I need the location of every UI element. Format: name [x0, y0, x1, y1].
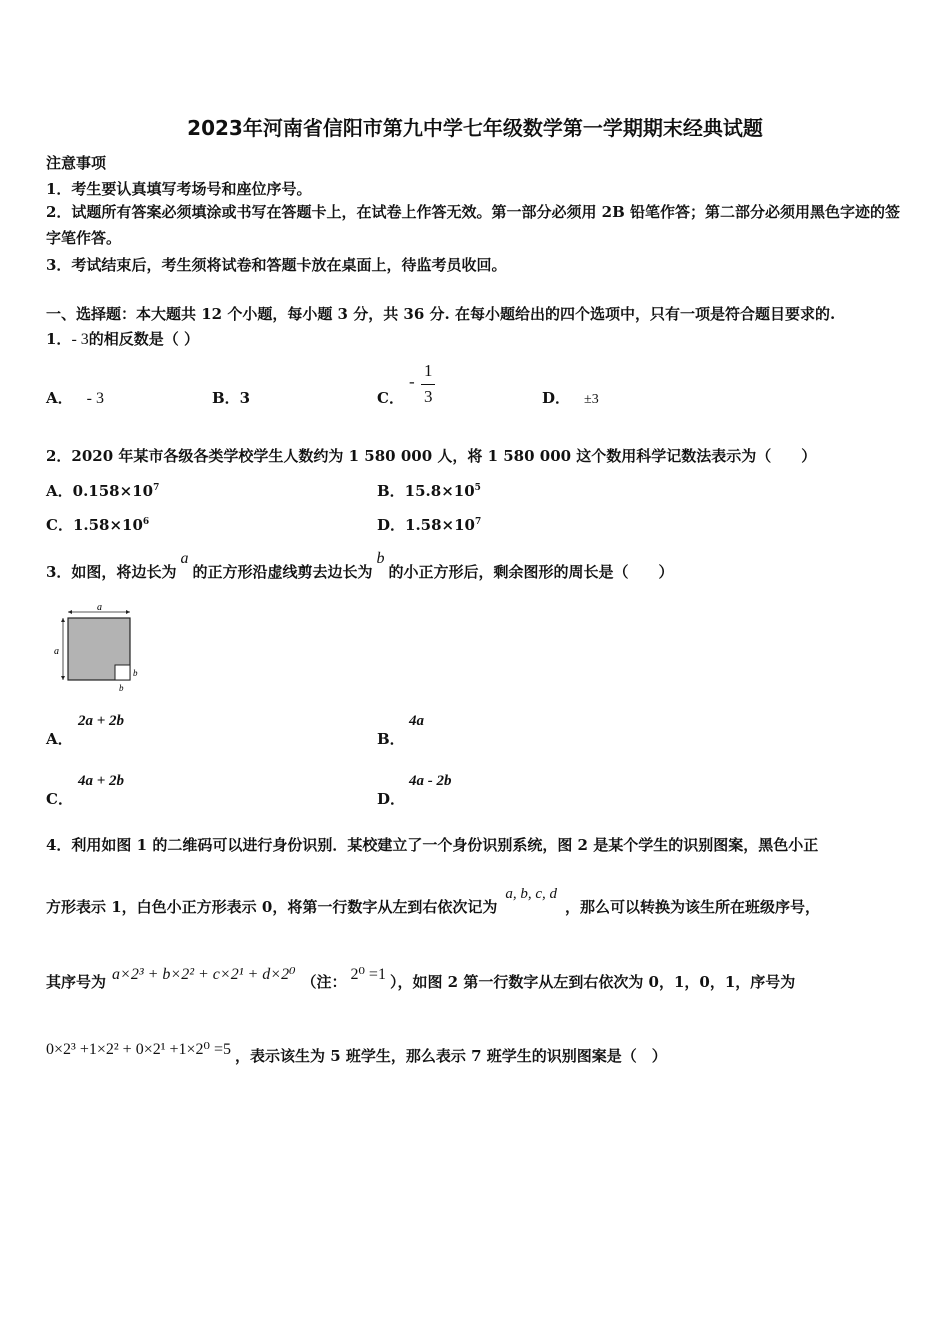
q1-option-c-numerator: 1 [424, 361, 433, 380]
var-a: a [180, 550, 189, 567]
notice-item-1: 1．考生要认真填写考场号和座位序号。 [46, 180, 312, 198]
notice-item-3: 3．考试结束后，考生须将试卷和答题卡放在桌面上，待监考员收回。 [46, 256, 507, 274]
q1-option-d: D． ±3 [542, 389, 599, 407]
question-4-line-4: 0×2³ +1×2² + 0×2¹ +1×2⁰ =5 ，表示该生为 5 班学生，那么表示 7 班学生的识别图案是（ ） [46, 1041, 667, 1065]
q1-option-a: A． - 3 [46, 389, 104, 407]
q2-option-a: A．$0.158\times 10^7$ [46, 482, 160, 500]
q1-number: - 3 [71, 331, 89, 348]
question-2-stem: 2．2020 年某市各级各类学校学生人数约为 1 580 000 人，将 1 580 000 这个数用科学记数法表示为（ ） [46, 447, 817, 465]
q2-option-b: B．$15.8\times 10^5$ [377, 482, 481, 500]
q4-example: 0×2³ +1×2² + 0×2¹ +1×2⁰ =5 [46, 1041, 231, 1058]
q3-option-d-label: D． [377, 790, 406, 808]
question-1-stem [46, 328, 199, 349]
q1-option-c-label: C． [377, 389, 404, 407]
q1-option-b: B．3 [212, 389, 251, 407]
q3-option-c-expr: 4a + 2b [78, 773, 125, 789]
q2-option-d: D．$1.58\times 10^7$ [377, 516, 482, 534]
notice-heading: 注意事项 [46, 154, 107, 172]
q1-text: 的相反数是（ ） [88, 330, 199, 348]
q3-option-c-label: C． [46, 790, 73, 808]
question-3-stem: 3．如图，将边长为a的正方形沿虚线剪去边长为b的小正方形后，剩余图形的周长是（ ） [46, 550, 674, 581]
q3-option-b-expr: 4a [409, 713, 424, 729]
q3-option-a-expr: 2a + 2b [78, 713, 125, 729]
q2-option-c: C．$1.58\times 10^6$ [46, 516, 150, 534]
question-4-line-1: 4．利用如图 1 的二维码可以进行身份识别．某校建立了一个身份识别系统，图 2 是某个学生的识别图案，黑色小正 [46, 836, 819, 854]
notice-item-2: 2．试题所有答案必须填涂或书写在答题卡上，在试卷上作答无效。第一部分必须用 2B 铅笔作答；第二部分必须用黑色字迹的签字笔作答。 [46, 203, 901, 247]
figure-label-a-top: a [97, 602, 102, 613]
square-cut-figure [52, 602, 148, 698]
q3-option-a-label: A． [46, 730, 73, 748]
q4-formula: a×2³ + b×2² + c×2¹ + d×2⁰ [112, 966, 296, 983]
var-b: b [376, 550, 385, 567]
q3-option-b-label: B． [377, 730, 405, 748]
q3-option-d-expr: 4a - 2b [409, 773, 452, 789]
q4-variables: a, b, c, d [505, 886, 557, 902]
fraction-bar [421, 384, 435, 385]
section-heading: 一、选择题：本大题共 12 个小题，每小题 3 分，共 36 分. 在每小题给出的四个选项中，只有一项是符合题目要求的. [46, 305, 836, 323]
q1-prefix: 1． [46, 330, 72, 348]
figure-label-b-right: b [133, 668, 138, 678]
question-4-line-2: 方形表示 1，白色小正方形表示 0，将第一行数字从左到右依次记为a, b, c, d，那么可以转换为该生所在班级序号， [46, 886, 821, 916]
page-title: 2023年河南省信阳市第九中学七年级数学第一学期期末经典试题 [187, 116, 763, 140]
q1-option-a-value: - 3 [86, 390, 104, 407]
q1-option-d-value: ±3 [584, 392, 599, 407]
q1-option-c-denominator: 3 [424, 387, 433, 406]
q4-note-expr: 2⁰ =1 [350, 966, 386, 983]
question-4-line-3: 其序号为 a×2³ + b×2² + c×2¹ + d×2⁰ （注： 2⁰ =1 ），如图 2 第一行数字从左到右依次为 0，1，0，1，序号为 [46, 966, 796, 991]
figure-label-a-left: a [54, 646, 59, 657]
q1-option-c-sign: - [409, 372, 415, 391]
figure-label-b-bottom: b [119, 683, 124, 693]
